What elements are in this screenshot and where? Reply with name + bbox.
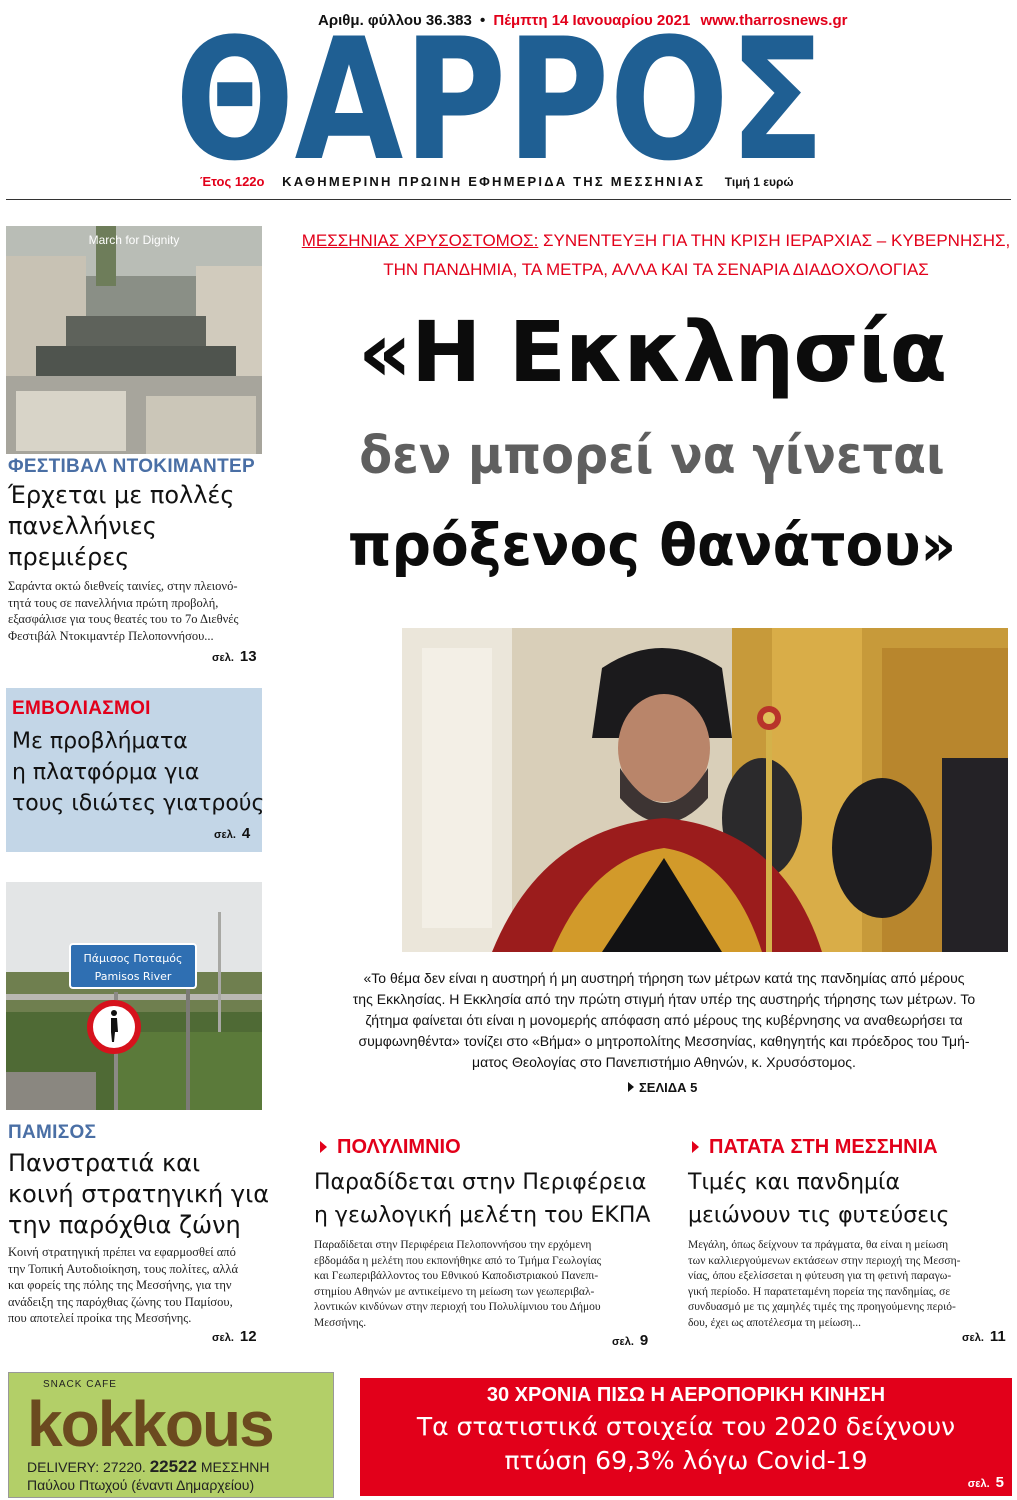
newspaper-logo: [170, 18, 830, 168]
polylimnio-body-line: Μεσσήνης.: [314, 1316, 367, 1329]
lead-supra-heading: [300, 226, 1012, 284]
polylimnio-body-line: λοντικών κινδύνων στην περιοχή του Πολυλίμνιου του Δήμου: [314, 1301, 601, 1313]
kokkous-advertisement[interactable]: [8, 1372, 334, 1498]
festival-body-line: Φεστιβάλ Ντοκιμαντέρ Πελοποννήσου...: [8, 628, 214, 643]
sign-text-english: Pamisos River: [94, 970, 172, 983]
polylimnio-body-line: εβδομάδα η μελέτη που εκπονήθηκε από το Τμήμα Γεωλογίας: [314, 1254, 602, 1267]
pamisos-body-line: Κοινή στρατηγική πρέπει να εφαρμοσθεί από: [8, 1245, 236, 1259]
pamisos-page-ref[interactable]: [212, 1328, 257, 1345]
polylimnio-body: [314, 1238, 658, 1331]
potato-kicker: [692, 1136, 938, 1159]
lead-caption-line: ματος Θεολογίας στο Πανεπιστήμιο Αθηνών, κ. Χρυσόστομος.: [472, 1054, 856, 1070]
polylimnio-body-line: στημίου Αθηνών με αντικείμενο τη μείωση των γεωπεριβαλ-: [314, 1285, 595, 1298]
paper-description: ΚΑΘΗΜΕΡΙΝΗ ΠΡΩΙΝΗ ΕΦΗΜΕΡΙΔΑ ΤΗΣ ΜΕΣΣΗΝΙΑΣ: [282, 174, 706, 189]
price: Τιμή 1 ευρώ: [724, 175, 794, 189]
airport-page-ref[interactable]: [968, 1474, 1004, 1491]
vaccination-page-ref[interactable]: [214, 825, 250, 842]
pamisos-body: [8, 1244, 264, 1327]
issue-number: Αριθμ. φύλλου 36.383: [318, 12, 472, 29]
page-number: 9: [639, 1332, 649, 1349]
page-number: 12: [239, 1328, 257, 1345]
lead-supra-underlined: ΜΕΣΣΗΝΙΑΣ ΧΡΥΣΟΣΤΟΜΟΣ:: [301, 231, 539, 250]
potato-headline-line: Τιμές και πανδημία: [688, 1170, 900, 1195]
festival-body-line: τητά τους σε πανελλήνια πρώτη προβολή,: [8, 595, 219, 610]
pamisos-body-line: και φορείς της πόλης της Μεσσήνης, για την: [8, 1278, 232, 1292]
festival-photo[interactable]: [6, 226, 262, 454]
pamisos-body-line: που αποτελεί προίκα της Μεσσήνης.: [8, 1311, 192, 1325]
festival-headline[interactable]: [8, 480, 234, 573]
triangle-right-icon: [628, 1082, 634, 1092]
ad-delivery-number: 22522: [149, 1457, 197, 1476]
lead-supra-line: [300, 226, 1012, 255]
lead-caption-line: «Το θέμα δεν είναι η αυστηρή ή μη αυστηρή τήρηση των μέτρων κατά της πανδημίας από μέρους: [363, 970, 965, 986]
vaccination-headline: [12, 726, 264, 819]
page-number: 11: [989, 1328, 1006, 1345]
festival-page-ref[interactable]: [212, 648, 257, 665]
potato-body-line: δου, έχει ως αποτέλεσμα τη μείωση...: [688, 1316, 862, 1329]
polylimnio-headline-line: η γεωλογική μελέτη του ΕΚΠΑ: [314, 1203, 651, 1228]
ad-address: Παύλου Πτωχού (έναντι Δημαρχείου): [27, 1477, 255, 1493]
airport-kicker: 30 ΧΡΟΝΙΑ ΠΙΣΩ Η ΑΕΡΟΠΟΡΙΚΗ ΚΙΝΗΣΗ: [486, 1384, 886, 1406]
lead-caption-line: συμφωνηθέντα» τονίζει στο «Βήμα» ο μητροπολίτης Μεσσηνίας, καθηγητής και πρόεδρος του Τμή-: [358, 1033, 970, 1049]
lead-caption-line: της Εκκλησίας. Η Εκκλησία από την πρώτη στιγμή ήταν υπέρ της αυστηρής τήρησης των μέτρων. Το: [352, 991, 976, 1007]
lead-caption-line: ζήτημα φαίνεται ότι είναι η μονομερής απόφαση από μέρους της κυβέρνησης να αναθεωρήσει τα: [365, 1012, 963, 1028]
lead-headline-line-3[interactable]: πρόξενος θανάτου»: [347, 511, 957, 579]
pamisos-headline-line: κοινή στρατηγική για: [8, 1180, 270, 1208]
separator-dot: •: [479, 12, 486, 29]
pamisos-headline-line: την παρόχθια ζώνη: [8, 1211, 241, 1239]
potato-body-line: γική περίοδο. Η παρατεταμένη πορεία της πανδημίας, σε: [688, 1285, 951, 1298]
page-number: 5: [995, 1474, 1004, 1491]
page-label: σελ.: [214, 829, 236, 841]
pamisos-photo[interactable]: [6, 882, 262, 1110]
website-link[interactable]: www.tharrosnews.gr: [700, 12, 848, 29]
festival-body: [8, 578, 264, 644]
polylimnio-body-line: Παραδίδεται στην Περιφέρεια Πελοποννήσου την ερχόμενη: [314, 1239, 592, 1251]
pamisos-kicker: ΠΑΜΙΣΟΣ: [8, 1122, 97, 1143]
vaccination-headline-line: η πλατφόρμα για: [12, 760, 200, 785]
potato-headline[interactable]: [688, 1166, 949, 1232]
page-label: σελ.: [212, 1332, 234, 1344]
pamisos-headline-line: Πανστρατιά και: [8, 1149, 201, 1177]
page-number: 13: [239, 648, 257, 665]
potato-headline-line: μειώνουν τις φυτεύσεις: [688, 1203, 950, 1228]
page-label: σελ.: [962, 1332, 984, 1344]
polylimnio-kicker: [320, 1136, 461, 1159]
triangle-right-icon: [320, 1141, 327, 1153]
lead-supra-text: ΣΥΝΕΝΤΕΥΞΗ ΓΙΑ ΤΗΝ ΚΡΙΣΗ ΙΕΡΑΡΧΙΑΣ – ΚΥΒΕΡΝΗΣΗΣ,: [543, 231, 1011, 250]
festival-body-line: Σαράντα οκτώ διεθνείς ταινίες, στην πλειονό-: [8, 579, 238, 593]
lead-page-ref-text: ΣΕΛΙΔΑ 5: [639, 1080, 698, 1095]
logo-text: ΘΑΡΡΟΣ: [175, 18, 825, 168]
festival-headline-line: πρεμιέρες: [8, 543, 130, 571]
publication-year: Έτος 122ο: [200, 174, 265, 189]
potato-kicker-text: ΠΑΤΑΤΑ ΣΤΗ ΜΕΣΣΗΝΙΑ: [709, 1136, 938, 1158]
tagline: [200, 174, 794, 189]
pamisos-body-line: την Τοπική Αυτοδιοίκηση, τους πολίτες, αλλά: [8, 1261, 239, 1276]
potato-body-line: Μεγάλη, όπως δείχνουν τα πράγματα, θα είναι η μείωση: [688, 1239, 949, 1251]
lead-caption: [316, 968, 1012, 1073]
issue-date: Πέμπτη 14 Ιανουαρίου 2021: [493, 12, 691, 29]
sign-text-greek: Πάμισος Ποταμός: [83, 952, 183, 965]
potato-body-line: νίας, όπου εξελίσσεται η φύτευση για τη φετινή παραγω-: [688, 1270, 952, 1282]
ad-brand-logo: kokkous: [27, 1388, 273, 1460]
airport-story-box[interactable]: [360, 1378, 1012, 1496]
page-label: σελ.: [612, 1336, 634, 1348]
vaccination-kicker: ΕΜΒΟΛΙΑΣΜΟΙ: [12, 698, 151, 719]
ad-tag: SNACK CAFE: [43, 1379, 117, 1390]
page-label: σελ.: [967, 1478, 990, 1490]
vaccination-headline-line: τους ιδιώτες γιατρούς: [12, 791, 265, 816]
festival-photo-caption: March for Dignity: [88, 233, 180, 247]
pamisos-body-line: ανάδειξη της παρόχθιας ζώνης του Παμίσου,: [8, 1294, 233, 1309]
polylimnio-kicker-text: ΠΟΛΥΛΙΜΝΙΟ: [337, 1136, 461, 1158]
festival-headline-line: πανελλήνιες: [8, 512, 157, 540]
airport-headline-line: πτώση 69,3% λόγω Covid-19: [504, 1446, 868, 1475]
ad-delivery-city: ΜΕΣΣΗΝΗ: [200, 1459, 270, 1475]
lead-headline-line-2[interactable]: δεν μπορεί να γίνεται: [359, 426, 945, 486]
ad-delivery: [27, 1457, 270, 1477]
pamisos-headline[interactable]: [8, 1148, 269, 1241]
potato-page-ref[interactable]: [962, 1328, 1006, 1345]
festival-headline-line: Έρχεται με πολλές: [8, 481, 235, 509]
polylimnio-headline-line: Παραδίδεται στην Περιφέρεια: [314, 1170, 647, 1195]
lead-page-ref[interactable]: [628, 1080, 697, 1095]
lead-photo-metropolitan[interactable]: [402, 628, 1008, 952]
lead-supra-line: ΤΗΝ ΠΑΝΔΗΜΙΑ, ΤΑ ΜΕΤΡΑ, ΑΛΛΑ ΚΑΙ ΤΑ ΣΕΝΑΡΙΑ ΔΙΑΔΟΧΟΛΟΓΙΑΣ: [383, 260, 929, 279]
triangle-right-icon: [692, 1141, 699, 1153]
polylimnio-page-ref[interactable]: [612, 1332, 648, 1349]
potato-body-line: των καλλιεργούμενων εκτάσεων στην περιοχή της Μεσση-: [688, 1254, 961, 1267]
airport-headline-line: Τα στατιστικά στοιχεία του 2020 δείχνουν: [416, 1412, 956, 1441]
polylimnio-headline[interactable]: [314, 1166, 650, 1232]
vaccination-headline-line: Με προβλήματα: [12, 729, 188, 754]
page-label: σελ.: [212, 652, 234, 664]
lead-headline-line-1[interactable]: «Η Εκκλησία: [357, 303, 947, 401]
page-number: 4: [241, 825, 251, 842]
polylimnio-body-line: και Γεωπεριβάλλοντος του Εθνικού Καποδιστριακού Πανεπι-: [314, 1270, 599, 1282]
masthead-divider: [6, 199, 1011, 200]
festival-body-line: εξασφάλισε για τους θεατές του το 7ο Διεθνές: [8, 612, 239, 626]
festival-kicker: ΦΕΣΤΙΒΑΛ ΝΤΟΚΙΜΑΝΤΕΡ: [8, 456, 255, 477]
ad-delivery-label: DELIVERY: 27220.: [27, 1459, 146, 1475]
potato-body: [688, 1238, 1010, 1331]
potato-body-line: συνδυασμό με τις χαμηλές τιμές της προηγούμενης περιό-: [688, 1301, 956, 1313]
